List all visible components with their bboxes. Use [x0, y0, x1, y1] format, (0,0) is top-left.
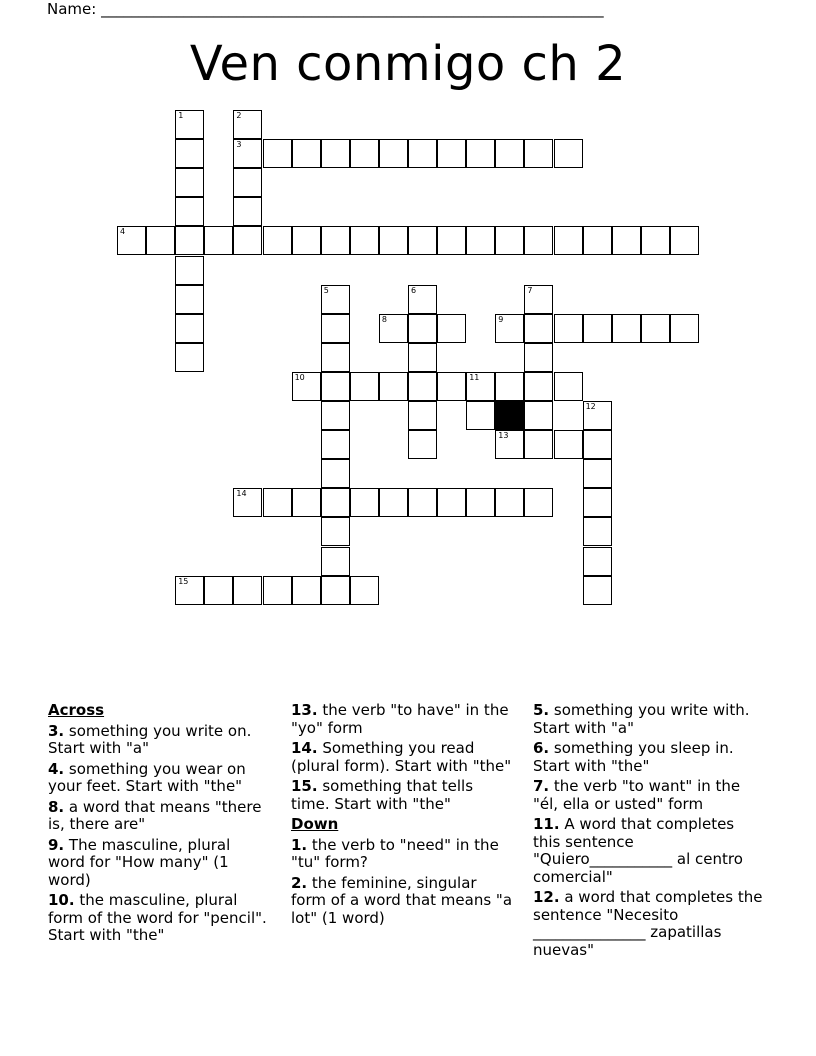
grid-cell[interactable]	[583, 488, 612, 517]
clue-number: 4	[120, 227, 126, 237]
grid-cell[interactable]	[175, 314, 204, 343]
grid-cell[interactable]	[583, 547, 612, 576]
grid-cell[interactable]	[321, 401, 350, 430]
grid-cell[interactable]	[554, 139, 583, 168]
clue-item-text: something that tells time. Start with "the"	[291, 777, 474, 813]
grid-cell[interactable]	[292, 372, 321, 401]
clue-item	[291, 875, 513, 928]
grid-cell[interactable]	[495, 226, 524, 255]
grid-cell[interactable]	[524, 226, 553, 255]
clue-item	[48, 723, 268, 758]
grid-cell[interactable]	[379, 226, 408, 255]
grid-cell[interactable]	[321, 547, 350, 576]
grid-cell[interactable]	[524, 343, 553, 372]
grid-cell[interactable]	[233, 139, 262, 168]
grid-cell[interactable]	[466, 372, 495, 401]
clue-item-text: the verb "to want" in the "él, ella or usted" form	[533, 777, 741, 813]
clue-number: 2	[236, 111, 242, 120]
clue-item-text: The masculine, plural word for "How many" (1 word)	[48, 835, 231, 889]
grid-cell[interactable]	[495, 488, 524, 517]
clue-item-number: 9.	[48, 835, 65, 854]
grid-cell[interactable]	[321, 430, 350, 459]
clue-number: 10	[294, 372, 305, 382]
clue-item	[48, 837, 268, 890]
grid-cell[interactable]	[379, 488, 408, 517]
grid-cell[interactable]	[670, 314, 699, 343]
clue-item-number: 1.	[291, 835, 308, 854]
grid-cell[interactable]	[175, 168, 204, 197]
clue-item	[533, 778, 763, 813]
clue-item	[533, 702, 763, 737]
across-heading: Across	[48, 701, 105, 719]
grid-cell[interactable]	[554, 226, 583, 255]
clue-number: 15	[178, 576, 189, 586]
grid-cell[interactable]	[524, 488, 553, 517]
grid-cell[interactable]	[379, 372, 408, 401]
grid-cell[interactable]	[495, 372, 524, 401]
grid-cell[interactable]	[408, 372, 437, 401]
grid-cell[interactable]	[321, 517, 350, 546]
grid-cell[interactable]	[583, 576, 612, 605]
grid-cell[interactable]	[233, 197, 262, 226]
grid-cell[interactable]	[554, 430, 583, 459]
clue-item-number: 5.	[533, 701, 550, 719]
grid-cell[interactable]	[554, 314, 583, 343]
grid-cell[interactable]	[146, 226, 175, 255]
grid-cell[interactable]	[437, 488, 466, 517]
grid-cell[interactable]	[408, 488, 437, 517]
grid-cell[interactable]	[321, 285, 350, 314]
grid-cell[interactable]	[175, 285, 204, 314]
grid-cell[interactable]	[292, 139, 321, 168]
grid-cell[interactable]	[350, 139, 379, 168]
grid-cell[interactable]	[263, 488, 292, 517]
clue-item-number: 13.	[291, 701, 318, 719]
grid-cell[interactable]	[524, 401, 553, 430]
clue-item-number: 12.	[533, 888, 560, 906]
clue-item	[291, 702, 513, 737]
grid-cell[interactable]	[524, 285, 553, 314]
clue-item-number: 4.	[48, 759, 65, 778]
clues-column-1	[48, 702, 268, 948]
grid-cell[interactable]	[292, 488, 321, 517]
grid-cell[interactable]	[670, 226, 699, 255]
grid-cell[interactable]	[583, 430, 612, 459]
grid-cell[interactable]	[379, 314, 408, 343]
clue-item	[533, 740, 763, 775]
grid-cell[interactable]	[175, 576, 204, 605]
clues-column-3	[533, 702, 763, 962]
grid-cell[interactable]	[583, 517, 612, 546]
clue-item-text: a word that completes the sentence "Necesito _______________ zapatillas nuevas"	[533, 888, 763, 959]
grid-cell[interactable]	[263, 226, 292, 255]
clues-column-2	[291, 702, 513, 930]
grid-cell[interactable]	[321, 488, 350, 517]
clue-item	[291, 778, 513, 813]
clue-number: 8	[381, 314, 387, 324]
grid-cell[interactable]	[495, 430, 524, 459]
clue-number: 14	[236, 489, 247, 499]
clue-item-number: 15.	[291, 777, 318, 795]
name-field-label[interactable]: Name: ___________________________________________________________________	[47, 0, 604, 18]
grid-cell[interactable]	[466, 488, 495, 517]
grid-cell[interactable]	[408, 139, 437, 168]
grid-cell[interactable]	[117, 226, 146, 255]
clue-item-text: something you write with. Start with "a"	[533, 701, 750, 737]
grid-cell[interactable]	[437, 226, 466, 255]
grid-block-cell	[495, 401, 524, 430]
grid-cell[interactable]	[350, 226, 379, 255]
grid-cell[interactable]	[583, 401, 612, 430]
grid-cell[interactable]	[321, 139, 350, 168]
grid-cell[interactable]	[204, 576, 233, 605]
grid-cell[interactable]	[175, 226, 204, 255]
grid-cell[interactable]	[321, 459, 350, 488]
grid-cell[interactable]	[204, 226, 233, 255]
grid-cell[interactable]	[583, 459, 612, 488]
clue-item-number: 3.	[48, 721, 65, 740]
grid-cell[interactable]	[641, 314, 670, 343]
grid-cell[interactable]	[350, 576, 379, 605]
grid-cell[interactable]	[292, 576, 321, 605]
grid-cell[interactable]	[583, 314, 612, 343]
grid-cell[interactable]	[321, 226, 350, 255]
grid-cell[interactable]	[263, 139, 292, 168]
grid-cell[interactable]	[554, 372, 583, 401]
grid-cell[interactable]	[175, 110, 204, 139]
clue-number: 11	[469, 372, 480, 382]
grid-cell[interactable]	[524, 372, 553, 401]
clue-item	[533, 816, 763, 886]
grid-cell[interactable]	[263, 576, 292, 605]
grid-cell[interactable]	[408, 226, 437, 255]
clue-item-number: 8.	[48, 797, 65, 816]
grid-cell[interactable]	[408, 314, 437, 343]
clue-item	[48, 761, 268, 796]
clue-number: 9	[498, 314, 504, 324]
grid-cell[interactable]	[437, 314, 466, 343]
clue-number: 3	[236, 140, 242, 150]
grid-cell[interactable]	[408, 430, 437, 459]
clue-item-text: Something you read (plural form). Start with "the"	[291, 739, 512, 775]
grid-cell[interactable]	[233, 488, 262, 517]
grid-cell[interactable]	[350, 372, 379, 401]
page-title: Ven conmigo ch 2	[189, 36, 627, 92]
grid-cell[interactable]	[408, 285, 437, 314]
clue-item	[48, 799, 268, 834]
grid-cell[interactable]	[379, 139, 408, 168]
clue-number: 7	[527, 285, 533, 295]
clue-item-text: the verb to "need" in the "tu" form?	[291, 835, 499, 871]
clue-item-number: 11.	[533, 815, 560, 833]
grid-cell[interactable]	[437, 139, 466, 168]
clue-item-number: 6.	[533, 739, 550, 757]
clue-item-number: 2.	[291, 873, 308, 892]
grid-cell[interactable]	[524, 314, 553, 343]
clue-item	[48, 892, 268, 945]
clue-number: 6	[411, 285, 417, 295]
grid-cell[interactable]	[612, 314, 641, 343]
grid-cell[interactable]	[233, 226, 262, 255]
clue-item	[533, 889, 763, 959]
grid-cell[interactable]	[233, 110, 262, 139]
clue-item-text: a word that means "there is, there are"	[48, 797, 262, 833]
grid-cell[interactable]	[466, 226, 495, 255]
grid-cell[interactable]	[641, 226, 670, 255]
grid-cell[interactable]	[466, 139, 495, 168]
clue-item-text: the masculine, plural form of the word for "pencil". Start with "the"	[48, 891, 267, 944]
grid-cell[interactable]	[524, 139, 553, 168]
clue-item-text: something you write on. Start with "a"	[48, 721, 252, 757]
clue-item-number: 10.	[48, 891, 75, 909]
grid-cell[interactable]	[233, 168, 262, 197]
grid-cell[interactable]	[321, 576, 350, 605]
clue-item	[291, 740, 513, 775]
grid-cell[interactable]	[233, 576, 262, 605]
clue-item-number: 14.	[291, 739, 318, 757]
clue-item-text: the verb "to have" in the "yo" form	[291, 701, 509, 737]
grid-cell[interactable]	[175, 139, 204, 168]
clue-number: 13	[498, 431, 509, 441]
clue-item-text: something you sleep in. Start with "the"	[533, 739, 734, 775]
grid-cell[interactable]	[321, 372, 350, 401]
grid-cell[interactable]	[437, 372, 466, 401]
clue-item-text: the feminine, singular form of a word that means "a lot" (1 word)	[291, 873, 513, 927]
clue-number: 5	[323, 285, 329, 295]
grid-cell[interactable]	[175, 256, 204, 285]
grid-cell[interactable]	[583, 226, 612, 255]
grid-cell[interactable]	[495, 139, 524, 168]
grid-cell[interactable]	[408, 401, 437, 430]
clue-item-text: something you wear on your feet. Start with "the"	[48, 759, 246, 795]
grid-cell[interactable]	[524, 430, 553, 459]
down-heading: Down	[291, 815, 339, 833]
grid-cell[interactable]	[495, 314, 524, 343]
grid-cell[interactable]	[612, 226, 641, 255]
clue-number: 1	[178, 111, 184, 120]
grid-cell[interactable]	[292, 226, 321, 255]
clue-item	[291, 837, 513, 872]
grid-cell[interactable]	[408, 343, 437, 372]
clue-item-text: A word that completes this sentence "Quiero___________ al centro comercial"	[533, 815, 743, 886]
clue-number: 12	[585, 402, 596, 411]
grid-cell[interactable]	[350, 488, 379, 517]
grid-cell[interactable]	[466, 401, 495, 430]
grid-cell[interactable]	[321, 343, 350, 372]
grid-cell[interactable]	[175, 197, 204, 226]
grid-cell[interactable]	[175, 343, 204, 372]
grid-cell[interactable]	[321, 314, 350, 343]
clue-item-number: 7.	[533, 777, 550, 795]
